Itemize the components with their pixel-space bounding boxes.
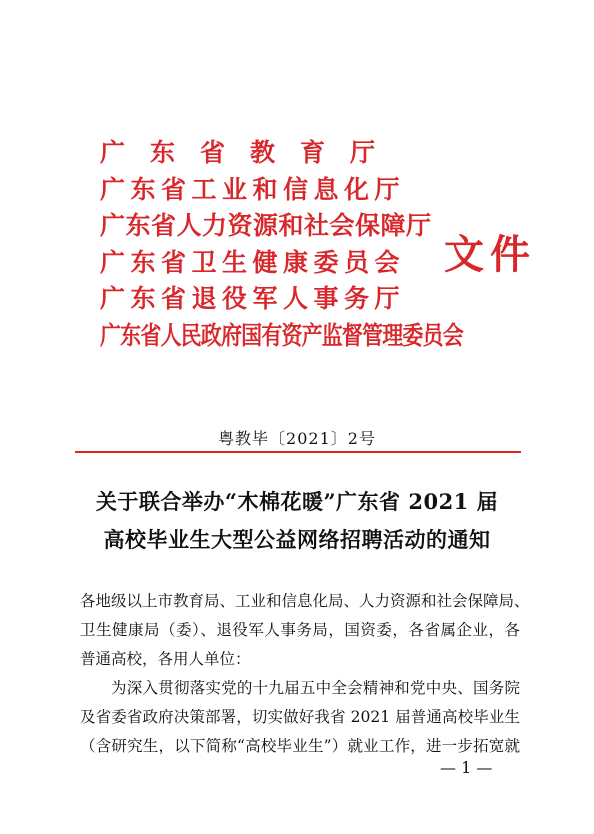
title-line-1: 关于联合举办“木棉花暖”广东省 2021 届 [95, 489, 499, 514]
body-paragraph [80, 674, 520, 761]
issuer-sasac: 广东省人民政府国有资产监督管理委员会 [100, 320, 463, 350]
paragraph-line: 为深入贯彻落实党的十九届五中全会精神和党中央、国务院 [111, 679, 520, 697]
document-number: 粤教毕〔2021〕2号 [218, 429, 376, 448]
document-label: 文件 [444, 231, 536, 278]
page-number: — 1 — [440, 758, 493, 777]
paragraph-line: 及省委省政府决策部署，切实做好我省 2021 届普通高校毕业生 [80, 708, 520, 726]
addressee-block [80, 587, 530, 674]
issuer-health: 广东省卫生健康委员会 [100, 247, 406, 277]
issuer-hr: 广东省人力资源和社会保障厅 [100, 211, 432, 241]
issuer-veterans: 广东省退役军人事务厅 [100, 284, 406, 314]
addressee-line: 各地级以上市教育局、工业和信息化局、人力资源和社会保障局、 [80, 592, 530, 610]
addressee-line: 普通高校，各用人单位： [80, 650, 251, 668]
issuing-authorities [100, 138, 463, 360]
addressee-line: 卫生健康局（委）、退役军人事务局，国资委，各省属企业，各 [80, 621, 520, 639]
title-line-2: 高校毕业生大型公益网络招聘活动的通知 [103, 527, 491, 552]
issuer-industry: 广东省工业和信息化厅 [100, 174, 406, 204]
paragraph-line: （含研究生，以下简称“高校毕业生”）就业工作，进一步拓宽就 [80, 737, 520, 755]
issuer-education: 广东省教育厅 [100, 138, 401, 167]
red-divider [75, 451, 521, 453]
